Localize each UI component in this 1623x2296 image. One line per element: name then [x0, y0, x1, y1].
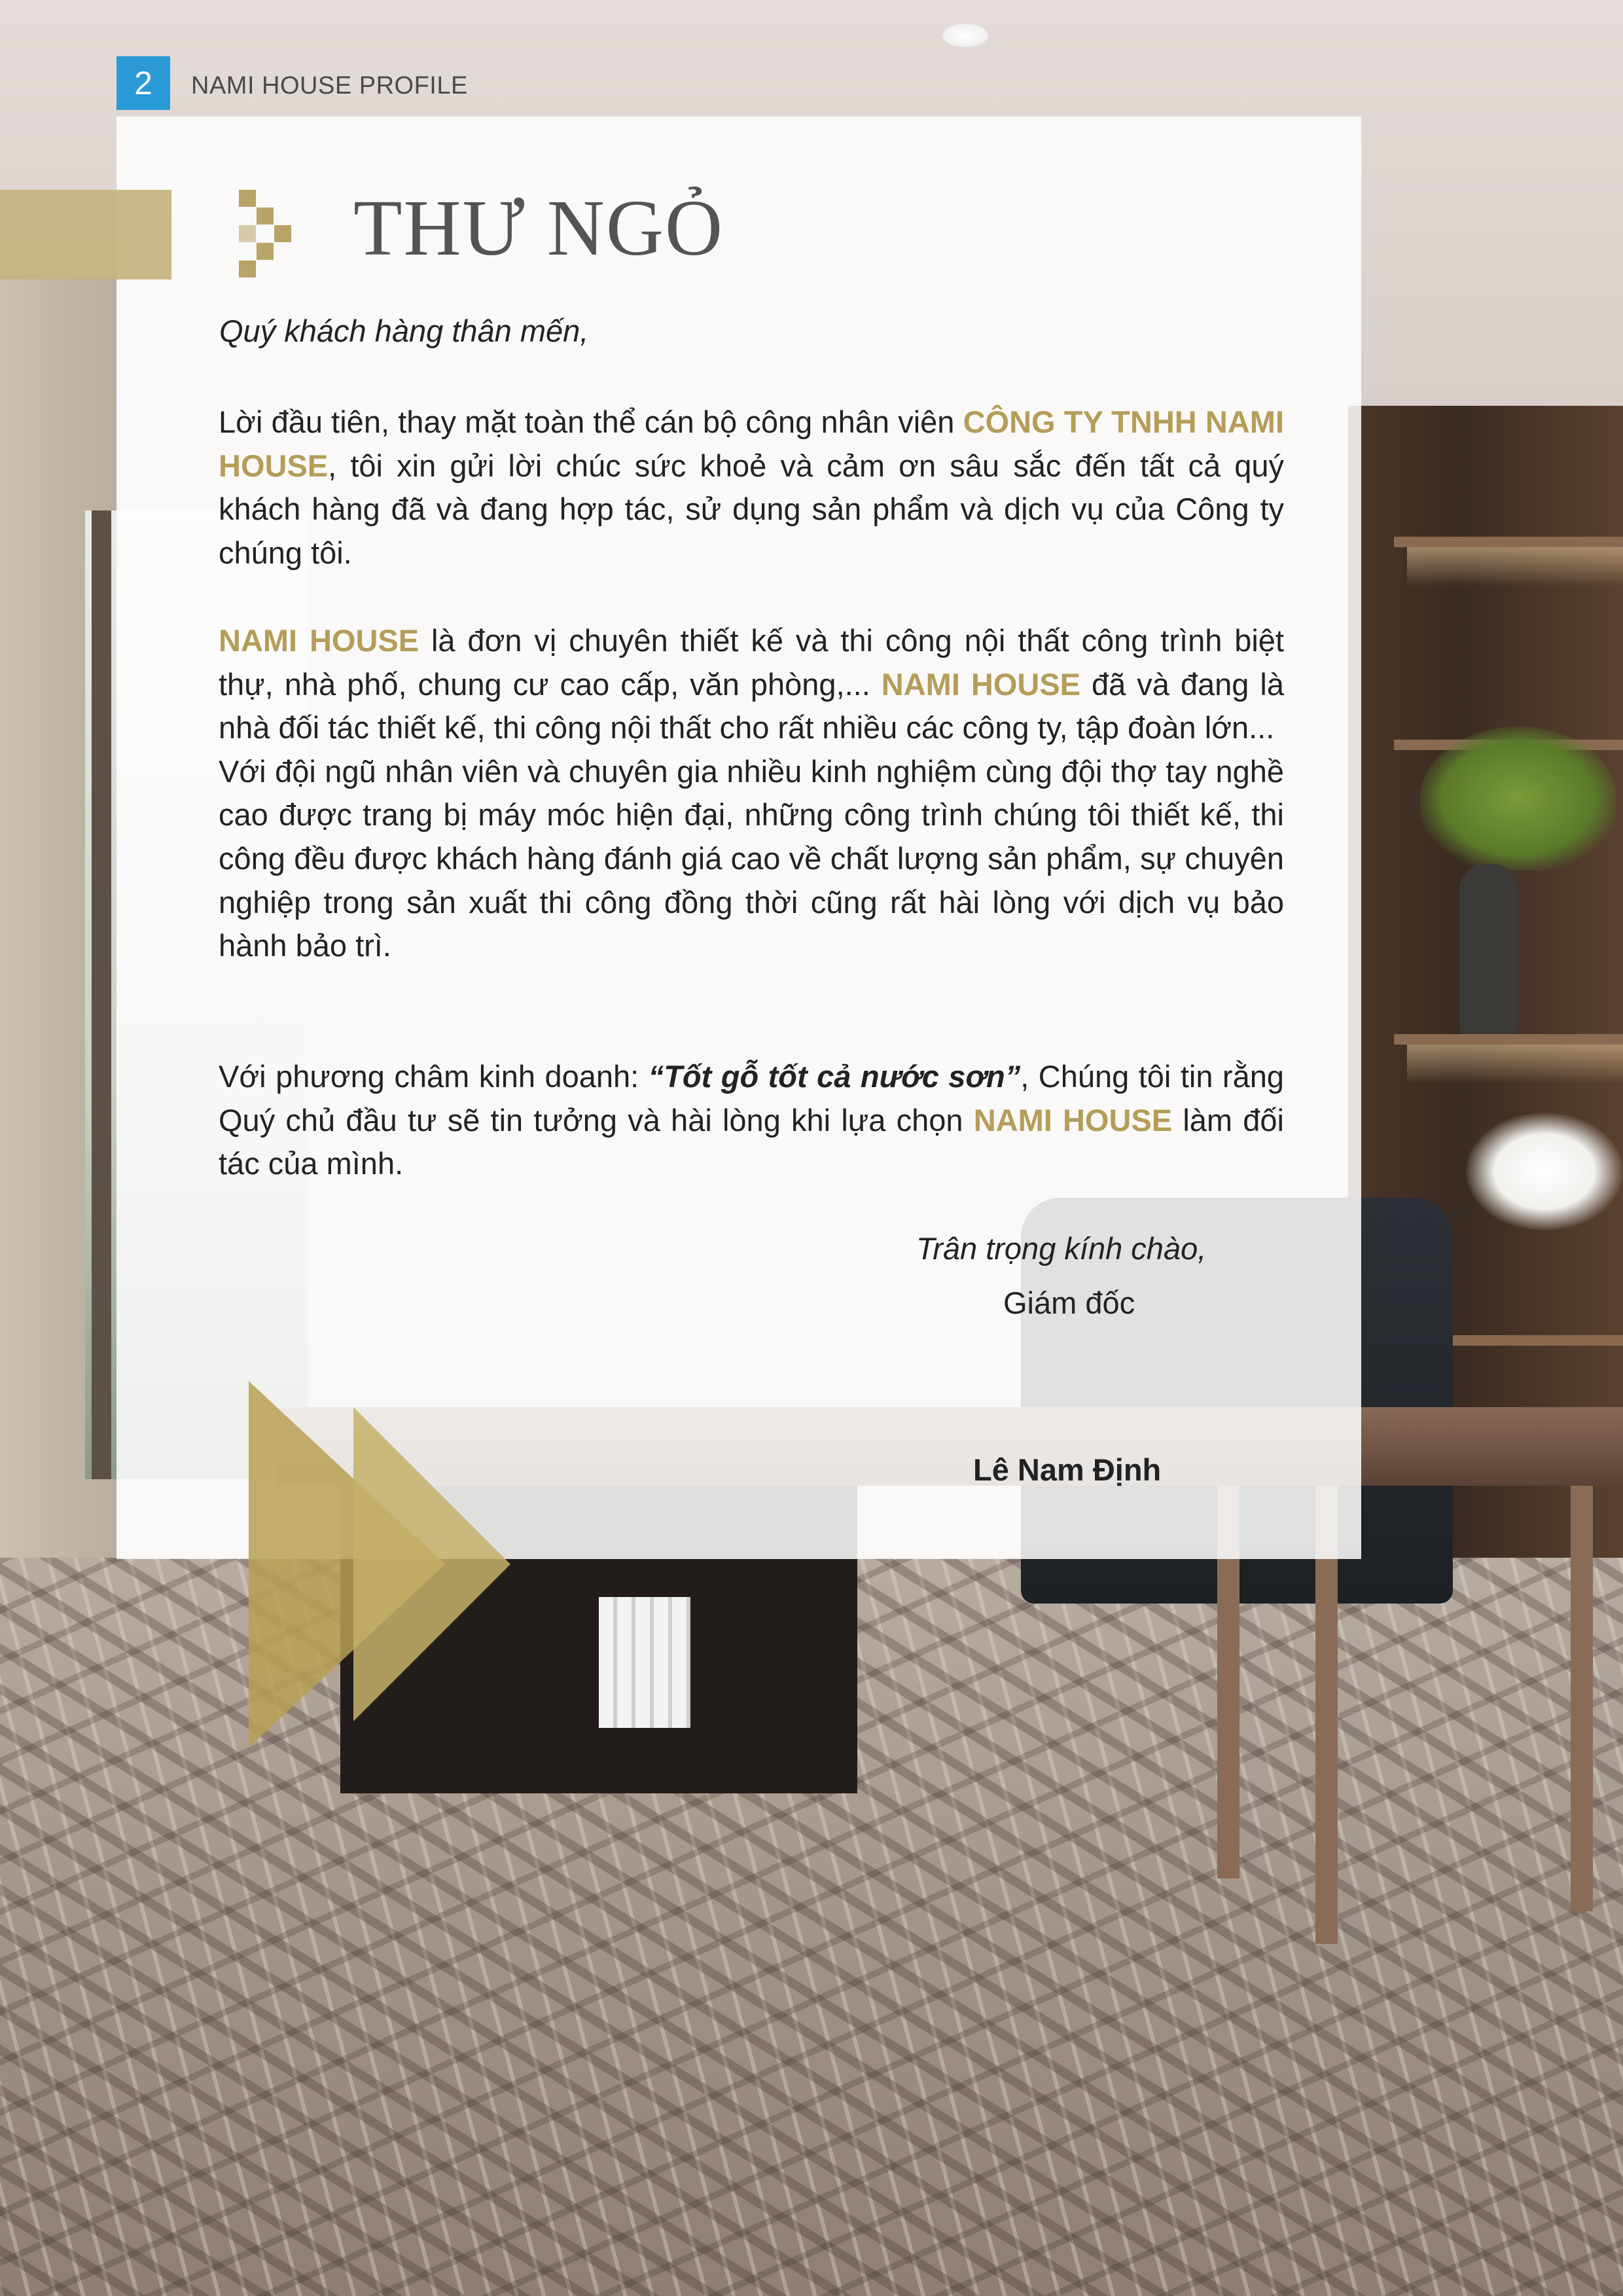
orchid	[1466, 1113, 1623, 1230]
shelf-board	[1394, 537, 1623, 547]
motto: “Tốt gỗ tốt cả nước sơn”	[648, 1059, 1021, 1094]
shelf-board	[1394, 1034, 1623, 1045]
greeting: Quý khách hàng thân mến,	[219, 314, 589, 348]
closing: Trân trọng kính chào,	[916, 1231, 1207, 1266]
paragraph-about	[196, 619, 1284, 968]
motto-intro: Với phương châm kinh doanh:	[219, 1059, 649, 1094]
motto-text-end: làm đối tác của mình.	[219, 1102, 1284, 1181]
ceiling-light	[942, 24, 988, 47]
about-text: là đơn vị chuyên thiết kế và thi công nội thất công trình biệt thự, nhà phố, chung cư cao cấp, văn phòng,...	[219, 623, 1284, 702]
gold-accent-bar	[0, 190, 171, 279]
page-number: 2	[116, 56, 170, 110]
motto-text: , Chúng tôi tin rằng Quý chủ đầu tư sẽ tin tưởng và hài lòng khi lựa chọn	[219, 1059, 1285, 1138]
pixel-square	[274, 225, 291, 242]
desk-leg	[1571, 1486, 1593, 1911]
pixel-square	[257, 207, 274, 224]
company-name: CÔNG TY TNHH NAMI HOUSE	[219, 404, 1284, 483]
shelf-light	[1407, 1045, 1623, 1084]
plant	[1420, 726, 1616, 870]
intro-text-end: , tôi xin gửi lời chúc sức khoẻ và cảm ơn sâu sắc đến tất cả quý khách hàng đã và đang hợp tác, sử dụng sản phẩm và dịch vụ của Công ty chúng tôi.	[219, 448, 1284, 570]
triangle-arrows-icon	[249, 1374, 510, 1754]
paragraph-intro	[196, 401, 1284, 575]
brand-name: NAMI HOUSE	[219, 623, 419, 658]
brand-name: NAMI HOUSE	[973, 1102, 1173, 1138]
pixel-square	[239, 190, 256, 207]
signer-role: Giám đốc	[1003, 1285, 1135, 1320]
about-text-end: đã và đang là nhà đối tác thiết kế, thi công nội thất cho rất nhiều các công ty, tập đoàn lớn...	[219, 666, 1284, 745]
pixel-square	[257, 243, 274, 260]
header-title: NAMI HOUSE PROFILE	[191, 72, 468, 99]
intro-text: Lời đầu tiên, thay mặt toàn thể cán bộ công nhân viên	[219, 404, 963, 439]
pixel-square	[239, 225, 256, 242]
paragraph-team: Với đội ngũ nhân viên và chuyên gia nhiều kinh nghiệm cùng đội thợ tay nghề cao được trang bị máy móc hiện đại, những công trình chúng tôi thiết kế, thi công đều được khách hàng đánh giá cao về chất lượng sản phẩm, sự chuyên nghiệp trong sản xuất thi công đồng thời cũng rất hài lòng với dịch vụ bảo hành bảo trì.	[219, 753, 1284, 963]
signer-name: Lê Nam Định	[973, 1452, 1162, 1487]
books	[599, 1597, 690, 1728]
triangle-front	[353, 1407, 510, 1721]
vase	[1459, 864, 1518, 1034]
pixel-square	[239, 260, 256, 278]
window-frame	[92, 511, 111, 1479]
brand-name: NAMI HOUSE	[881, 666, 1081, 702]
letter-title: THƯ NGỎ	[353, 184, 724, 272]
shelf-light	[1407, 547, 1623, 586]
paragraph-motto	[196, 1055, 1284, 1186]
